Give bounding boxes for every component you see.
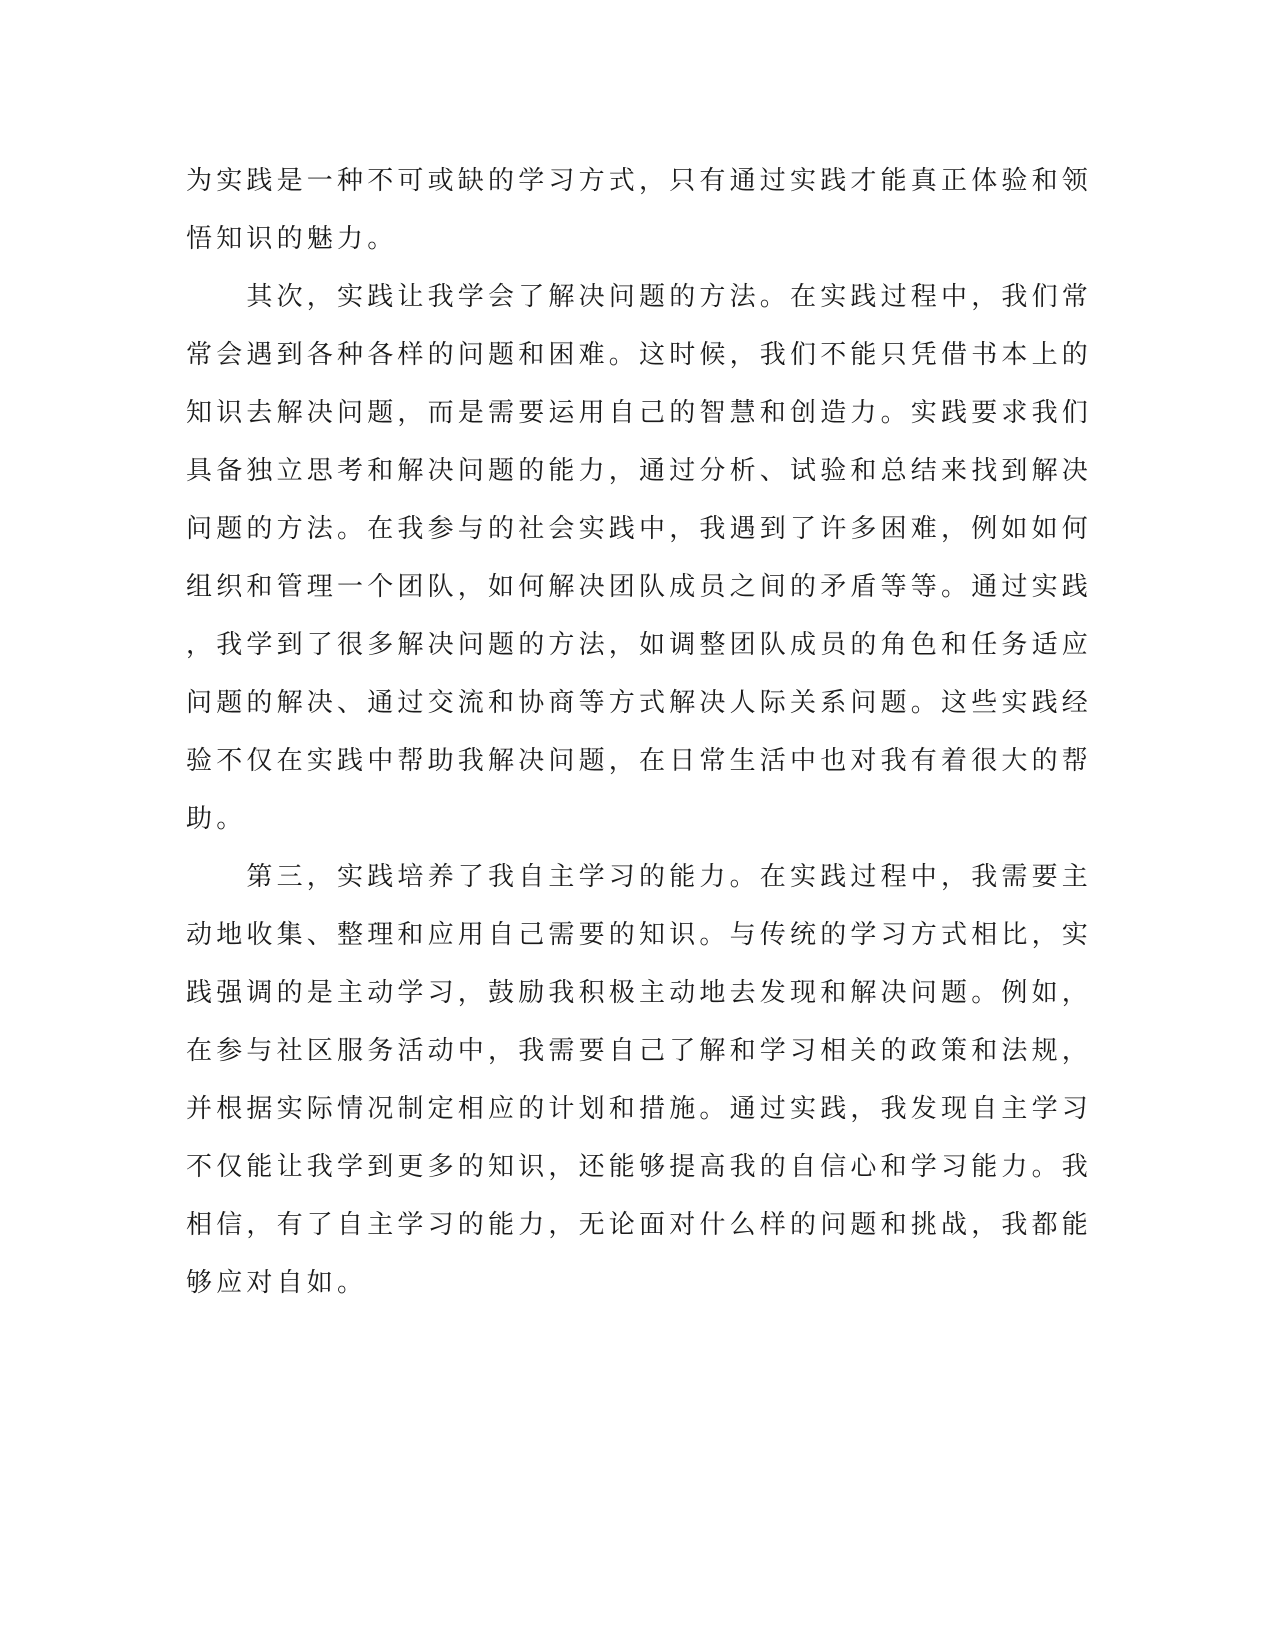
text-line: 动地收集、整理和应用自己需要的知识。与传统的学习方式相比，实: [186, 920, 1093, 950]
text-line: 组织和管理一个团队，如何解决团队成员之间的矛盾等等。通过实践: [186, 572, 1093, 602]
text-line: 不仅能让我学到更多的知识，还能够提高我的自信心和学习能力。我: [186, 1152, 1093, 1182]
text-line: 践强调的是主动学习，鼓励我积极主动地去发现和解决问题。例如，: [186, 978, 1093, 1008]
text-line: ，我学到了很多解决问题的方法，如调整团队成员的角色和任务适应: [186, 630, 1093, 660]
text-line: 在参与社区服务活动中，我需要自己了解和学习相关的政策和法规，: [186, 1036, 1093, 1066]
text-line: 问题的方法。在我参与的社会实践中，我遇到了许多困难，例如如何: [186, 514, 1093, 544]
text-line: 常会遇到各种各样的问题和困难。这时候，我们不能只凭借书本上的: [186, 340, 1093, 370]
text-line: 问题的解决、通过交流和协商等方式解决人际关系问题。这些实践经: [186, 688, 1093, 718]
text-line: 并根据实际情况制定相应的计划和措施。通过实践，我发现自主学习: [186, 1094, 1093, 1124]
text-line: 悟知识的魅力。: [186, 224, 398, 254]
text-line: 第三，实践培养了我自主学习的能力。在实践过程中，我需要主: [186, 862, 1093, 892]
text-line: 助。: [186, 804, 247, 834]
text-line: 验不仅在实践中帮助我解决问题，在日常生活中也对我有着很大的帮: [186, 746, 1093, 776]
text-line: 够应对自如。: [186, 1268, 368, 1298]
text-line: 为实践是一种不可或缺的学习方式，只有通过实践才能真正体验和领: [186, 166, 1093, 196]
text-line: 其次，实践让我学会了解决问题的方法。在实践过程中，我们常: [186, 282, 1093, 312]
text-line: 知识去解决问题，而是需要运用自己的智慧和创造力。实践要求我们: [186, 398, 1093, 428]
text-line: 具备独立思考和解决问题的能力，通过分析、试验和总结来找到解决: [186, 456, 1093, 486]
text-line: 相信，有了自主学习的能力，无论面对什么样的问题和挑战，我都能: [186, 1210, 1093, 1240]
